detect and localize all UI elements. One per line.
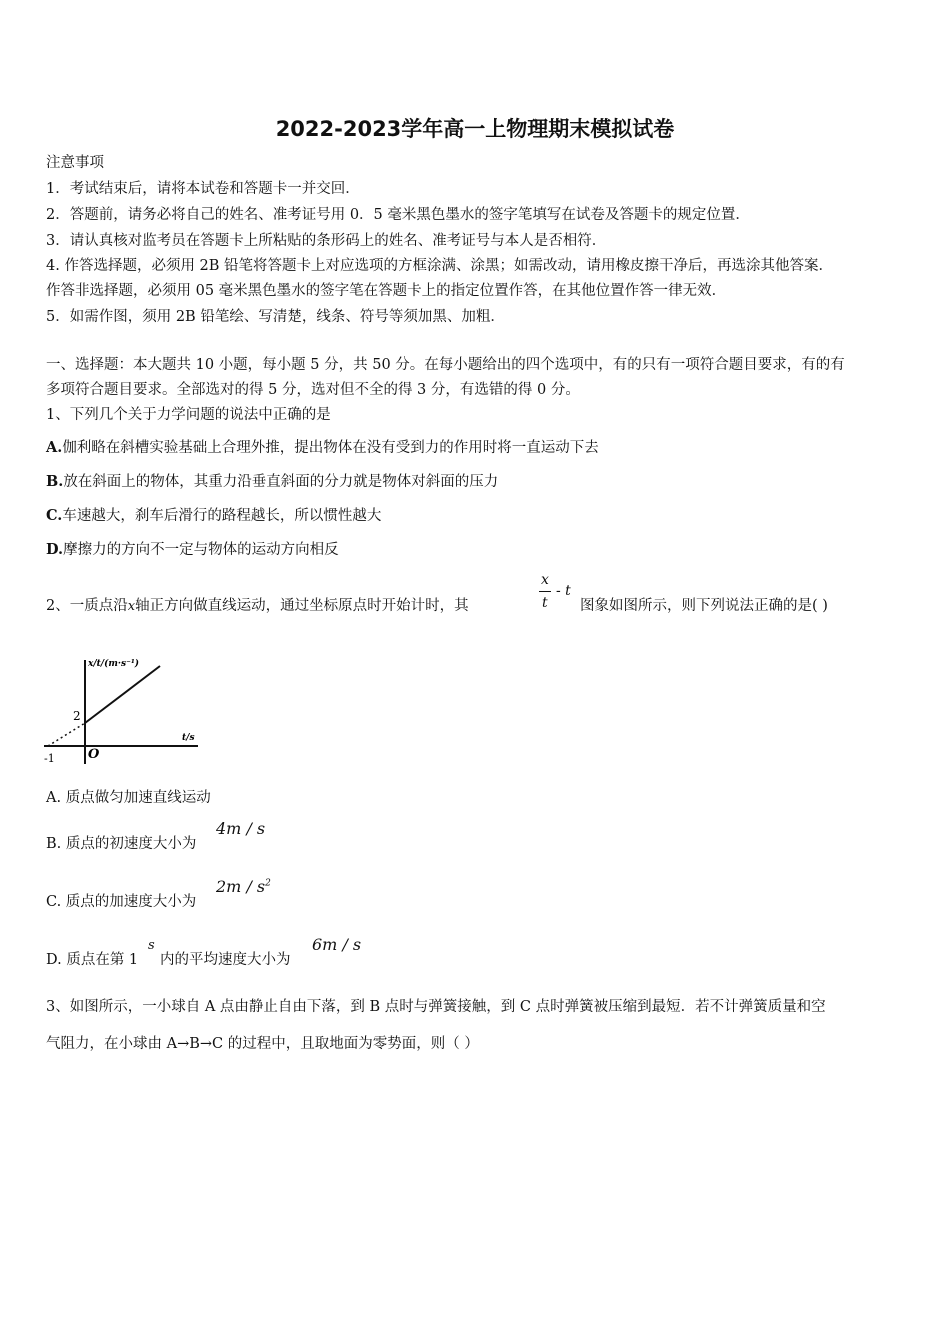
question-2-option-a: A. 质点做匀加速直线运动 — [46, 790, 211, 806]
superscript: 2 — [265, 878, 271, 889]
question-2-option-c — [46, 892, 196, 912]
option-text: 伽利略在斜槽实验基础上合理外推，提出物体在没有受到力的作用时将一直运动下去 — [62, 440, 599, 456]
question-1-option-c — [46, 506, 381, 526]
question-2-stem — [46, 596, 469, 617]
tick-neg1: -1 — [44, 752, 55, 765]
graph-line-solid — [85, 666, 160, 723]
page-title: 2022-2023学年高一上物理期末模拟试卷 — [275, 117, 675, 141]
notice-item: 1．考试结束后，请将本试卷和答题卡一并交回． — [46, 181, 360, 197]
graph-line-dashed — [48, 723, 85, 746]
question-1-stem: 1、下列几个关于力学问题的说法中正确的是 — [46, 407, 331, 423]
fraction-numerator: x — [541, 572, 549, 588]
var-x: x — [127, 599, 136, 614]
option-d-text: 内的平均速度大小为 — [160, 952, 291, 968]
option-text: 摩擦力的方向不一定与物体的运动方向相反 — [63, 542, 339, 558]
question-1-option-b — [46, 472, 498, 492]
math-text: 2m / s — [216, 877, 266, 896]
question-2-option-d — [46, 950, 138, 970]
fraction-bar — [539, 591, 551, 592]
option-letter: A. — [46, 439, 63, 456]
option-text: B. 质点的初速度大小为 — [46, 836, 197, 852]
dash-t: - t — [556, 583, 571, 599]
notice-heading: 注意事项 — [46, 155, 104, 171]
option-c-value — [216, 877, 271, 896]
question-3-line-1: 3、如图所示，一小球自 A 点由静止自由下落，到 B 点时与弹簧接触，到 C 点时弹簧被压缩到最短．若不计弹簧质量和空 — [46, 999, 826, 1015]
option-letter: C. — [46, 507, 63, 524]
unit-s: s — [148, 938, 155, 953]
question-1-option-a — [46, 438, 599, 458]
y-axis-label: x/t/(m·s⁻¹) — [88, 659, 140, 669]
option-text: C. 质点的加速度大小为 — [46, 894, 197, 910]
x-axis-label: t/s — [182, 733, 195, 743]
question-1-option-d — [46, 540, 339, 560]
notice-item: 2．答题前，请务必将自己的姓名、准考证号用 0．5 毫米黑色墨水的签字笔填写在试卷及答题卡的规定位置． — [46, 207, 750, 223]
notice-item: 5．如需作图，须用 2B 铅笔绘、写清楚，线条、符号等须加黑、加粗． — [46, 309, 505, 325]
notice-item: 作答非选择题，必须用 05 毫米黑色墨水的签字笔在答题卡上的指定位置作答，在其他位置作答一律无效． — [46, 283, 727, 299]
option-d-value: 6m / s — [312, 935, 362, 954]
origin-label: O — [88, 747, 100, 762]
option-letter: D. — [46, 541, 64, 558]
question-2-stem-end: 图象如图所示，则下列说法正确的是( ) — [580, 598, 828, 614]
option-b-value: 4m / s — [216, 819, 266, 838]
option-text: 车速越大，刹车后滑行的路程越长，所以惯性越大 — [62, 508, 382, 524]
notice-item: 4. 作答选择题，必须用 2B 铅笔将答题卡上对应选项的方框涂满、涂黑；如需改动，请用橡皮擦干净后，再选涂其他答案． — [46, 258, 834, 274]
stem-text: 轴正方向做直线运动，通过坐标原点时开始计时，其 — [135, 598, 469, 614]
stem-text: 2、一质点沿 — [46, 598, 128, 614]
tick-2: 2 — [73, 709, 81, 723]
xt-t-graph — [40, 648, 210, 770]
notice-item: 3．请认真核对监考员在答题卡上所粘贴的条形码上的姓名、准考证号与本人是否相符． — [46, 233, 607, 249]
question-2-option-b — [46, 834, 196, 854]
question-3-line-2: 气阻力，在小球由 A→B→C 的过程中，且取地面为零势面，则（ ） — [46, 1036, 479, 1052]
fraction-denominator: t — [542, 595, 548, 611]
section-intro: 多项符合题目要求。全部选对的得 5 分，选对但不全的得 3 分，有选错的得 0 分。 — [46, 382, 580, 398]
section-intro: 一、选择题：本大题共 10 小题，每小题 5 分，共 50 分。在每小题给出的四个选项中，有的只有一项符合题目要求，有的有 — [46, 357, 845, 373]
option-letter: B. — [46, 473, 64, 490]
option-text: D. 质点在第 1 — [46, 952, 139, 968]
option-text: 放在斜面上的物体，其重力沿垂直斜面的分力就是物体对斜面的压力 — [63, 474, 499, 490]
